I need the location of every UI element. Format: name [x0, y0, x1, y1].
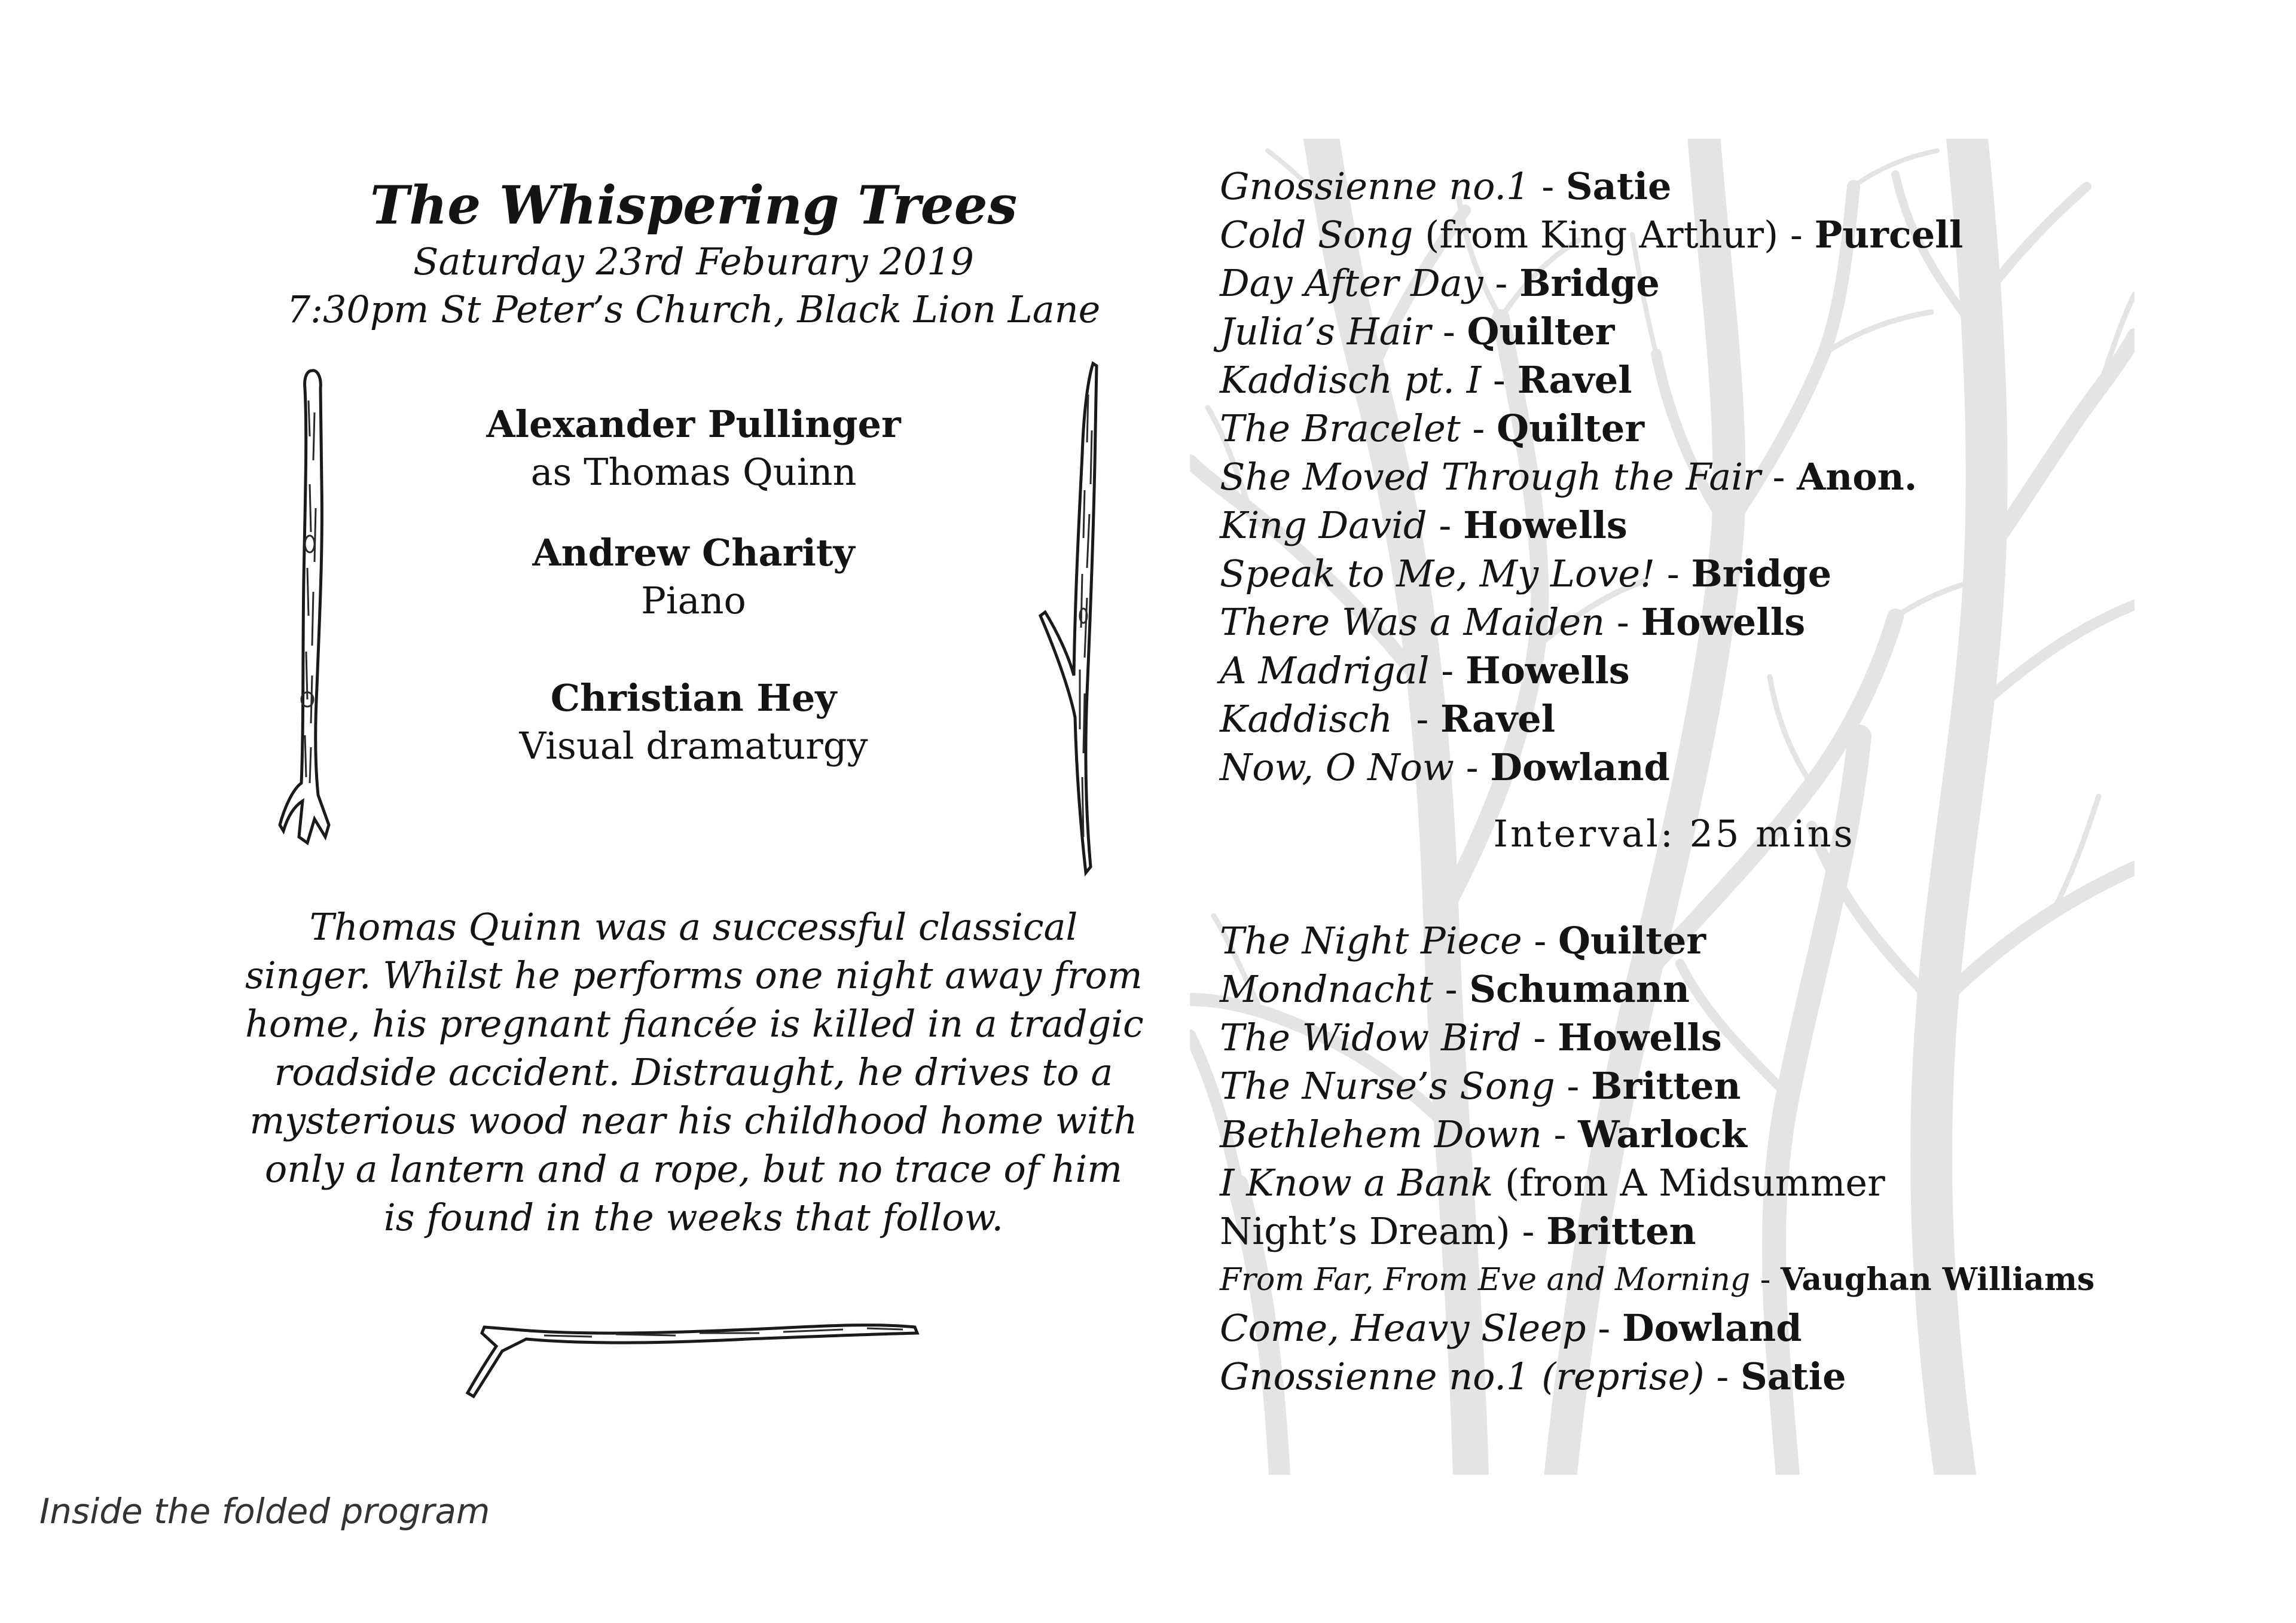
credit-role: Visual dramaturgy — [519, 724, 868, 768]
piece-title: Now, O Now — [1220, 745, 1454, 789]
programme-item — [1220, 744, 1670, 791]
piece-separator: - — [1510, 1209, 1547, 1253]
programme-item — [1220, 550, 1831, 598]
event-title: The Whispering Trees — [370, 174, 1018, 236]
piece-title: She Moved Through the Fair — [1220, 455, 1761, 499]
synopsis — [245, 903, 1142, 1242]
credit-role: Piano — [641, 579, 746, 622]
synopsis-line: mysterious wood near his childhood home with — [249, 1099, 1138, 1142]
piece-composer: Dowland — [1622, 1306, 1802, 1350]
synopsis-line: singer. Whilst he performs one night away from — [245, 953, 1143, 997]
credit-pianist — [430, 529, 957, 625]
piece-separator: - — [1529, 164, 1566, 208]
programme-item — [1220, 965, 1690, 1013]
programme-item — [1220, 356, 1632, 404]
credit-role: as Thomas Quinn — [530, 450, 857, 494]
piece-composer: Ravel — [1440, 697, 1556, 741]
event-venue: 7:30pm St Peter’s Church, Black Lion Lane — [286, 288, 1101, 331]
piece-separator: - — [1750, 1262, 1781, 1298]
synopsis-line: Thomas Quinn was a successful classical — [309, 905, 1078, 949]
piece-composer: Dowland — [1490, 745, 1670, 789]
piece-separator: - — [1778, 213, 1815, 256]
synopsis-line: is found in the weeks that follow. — [383, 1196, 1004, 1239]
piece-title: A Madrigal — [1220, 649, 1430, 692]
piece-separator: - — [1555, 1064, 1592, 1108]
piece-separator: - — [1431, 310, 1467, 353]
piece-separator: - — [1541, 1112, 1578, 1156]
twig-bottom-icon — [460, 1309, 927, 1411]
programme-item — [1220, 163, 1672, 210]
credit-name: Alexander Pullinger — [486, 402, 901, 446]
programme-item — [1220, 1256, 2095, 1304]
piece-title: There Was a Maiden — [1220, 600, 1605, 644]
piece-composer: Bridge — [1519, 261, 1660, 305]
piece-separator: - — [1454, 745, 1491, 789]
piece-composer: Vaughan Williams — [1780, 1261, 2095, 1298]
piece-composer: Satie — [1740, 1355, 1846, 1398]
piece-composer: Britten — [1591, 1064, 1741, 1108]
left-panel — [227, 161, 1160, 1477]
piece-title: Cold Song — [1220, 213, 1413, 256]
piece-note: (from A Midsummer — [1493, 1161, 1885, 1205]
piece-note: (from King Arthur) — [1413, 213, 1779, 256]
piece-composer: Bridge — [1691, 552, 1832, 595]
piece-title: The Night Piece — [1220, 919, 1522, 962]
piece-composer: Britten — [1546, 1209, 1696, 1253]
piece-note: Night’s Dream) — [1220, 1209, 1510, 1253]
piece-separator: - — [1392, 697, 1441, 741]
piece-composer: Warlock — [1578, 1112, 1747, 1156]
programme-item — [1220, 917, 1706, 965]
programme-item — [1220, 1208, 1696, 1255]
piece-title: Mondnacht — [1220, 967, 1433, 1011]
piece-title: Kaddisch pt. I — [1220, 358, 1482, 402]
programme-item — [1220, 1353, 1846, 1401]
piece-composer: Satie — [1565, 164, 1672, 208]
programme-item — [1220, 1062, 1741, 1110]
twig-left-icon — [275, 365, 347, 855]
programme-item — [1220, 502, 1628, 549]
piece-separator: - — [1586, 1306, 1622, 1350]
piece-title: Speak to Me, My Love! — [1220, 552, 1655, 595]
piece-title: The Nurse’s Song — [1220, 1064, 1555, 1108]
programme-item — [1220, 1111, 1747, 1159]
programme-item — [1220, 259, 1660, 307]
programme-item — [1220, 598, 1805, 646]
piece-title: Bethlehem Down — [1220, 1112, 1542, 1156]
piece-title: From Far, From Eve and Morning — [1220, 1262, 1751, 1298]
programme-item — [1220, 308, 1614, 356]
programme-panel — [1190, 139, 2135, 1475]
piece-separator: - — [1483, 261, 1520, 305]
piece-title: King David — [1220, 503, 1427, 547]
credit-dramaturg — [430, 674, 957, 770]
interval-note: Interval: 25 mins — [1493, 812, 1855, 855]
event-date: Saturday 23rd Feburary 2019 — [413, 240, 974, 283]
piece-composer: Howells — [1641, 600, 1806, 644]
programme-item — [1220, 1159, 1885, 1207]
piece-composer: Schumann — [1469, 967, 1690, 1011]
programme-item — [1220, 211, 1963, 259]
piece-title: Gnossienne no.1 — [1220, 164, 1530, 208]
piece-composer: Ravel — [1517, 358, 1632, 402]
programme-item — [1220, 695, 1555, 743]
piece-separator: - — [1704, 1355, 1741, 1398]
piece-title: Kaddisch — [1220, 697, 1393, 741]
programme-item — [1220, 453, 1917, 501]
twig-right-icon — [1016, 359, 1112, 885]
piece-separator: - — [1655, 552, 1692, 595]
piece-separator: - — [1460, 406, 1497, 450]
programme-item — [1220, 1304, 1802, 1352]
piece-title: Day After Day — [1220, 261, 1483, 305]
piece-title: Come, Heavy Sleep — [1220, 1306, 1586, 1350]
piece-separator: - — [1521, 1016, 1558, 1059]
credit-name: Andrew Charity — [532, 531, 855, 574]
piece-composer: Quilter — [1558, 919, 1706, 962]
programme-item — [1220, 647, 1630, 695]
credit-performer — [430, 401, 957, 496]
piece-separator: - — [1427, 503, 1464, 547]
synopsis-line: only a lantern and a rope, but no trace of him — [264, 1147, 1123, 1191]
piece-composer: Howells — [1558, 1016, 1722, 1059]
piece-separator: - — [1522, 919, 1559, 962]
piece-composer: Purcell — [1814, 213, 1964, 256]
piece-composer: Anon. — [1797, 455, 1918, 499]
piece-composer: Quilter — [1497, 406, 1645, 450]
piece-title: Julia’s Hair — [1220, 310, 1431, 353]
piece-separator: - — [1605, 600, 1641, 644]
piece-title: The Bracelet — [1220, 406, 1461, 450]
synopsis-line: home, his pregnant fiancée is killed in a tradgic — [245, 1002, 1144, 1046]
piece-composer: Howells — [1463, 503, 1628, 547]
piece-title: Gnossienne no.1 (reprise) — [1220, 1355, 1705, 1398]
piece-separator: - — [1429, 649, 1465, 692]
piece-title: I Know a Bank — [1220, 1161, 1494, 1205]
piece-composer: Quilter — [1467, 310, 1615, 353]
piece-separator: - — [1760, 455, 1797, 499]
synopsis-line: roadside accident. Distraught, he drives to a — [274, 1050, 1113, 1094]
programme-item — [1220, 1014, 1722, 1062]
piece-separator: - — [1481, 358, 1518, 402]
credit-name: Christian Hey — [550, 676, 837, 720]
piece-title: The Widow Bird — [1220, 1016, 1522, 1059]
piece-separator: - — [1433, 967, 1470, 1011]
figure-caption: Inside the folded program — [39, 1491, 490, 1532]
programme-item — [1220, 405, 1644, 453]
piece-composer: Howells — [1465, 649, 1630, 692]
